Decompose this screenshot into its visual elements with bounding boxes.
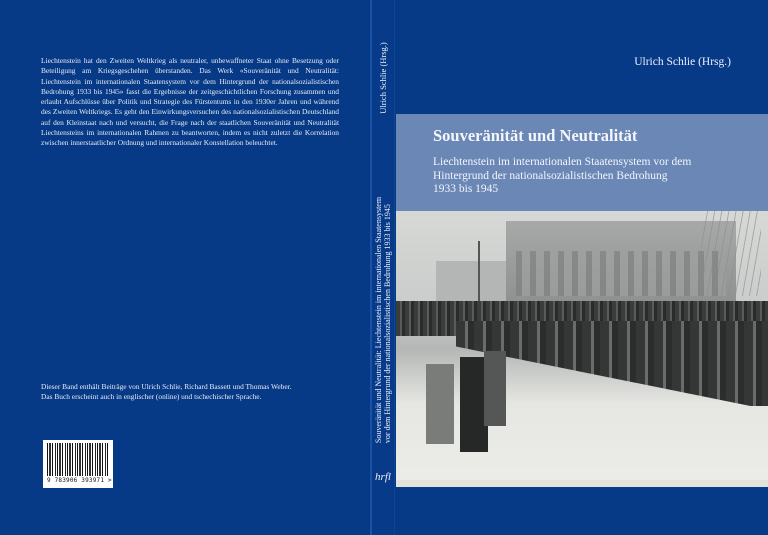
- title-block: [396, 114, 768, 211]
- contributors-text: Dieser Band enthält Beiträge von Ulrich Schlie, Richard Bassett und Thomas Weber.: [41, 382, 292, 391]
- subtitle-line-1: Liechtenstein im internationalen Staatensystem vor dem: [433, 156, 692, 168]
- book-title: Souveränität und Neutralität: [433, 126, 638, 145]
- barcode-bars: [47, 443, 109, 476]
- subtitle-line-2: Hintergrund der nationalsozialistischen Bedrohung: [433, 169, 668, 182]
- spine-title: [374, 197, 392, 443]
- blurb-text: Liechtenstein hat den Zweiten Weltkrieg als neutraler, unbewaffneter Staat ohne Besetzung oder Beteiligung am Kriegsgeschehen überstanden. Das Werk «Souveränität und Neutralität: Liechtenstein im internationalen Staatensystem vor dem Hintergrund der nationalsozialistischen Bedrohung 1933 bis 1945» fasst die Ergebnisse der zeitgeschichtlichen Forschung zusammen und erlaubt Aufschlüsse über Politik und Strategie des Fürstentums in den 1930er Jahren und während des Zweiten Weltkriegs. Es geht den Einwirkungsversuchen des nationalsozialistischen Deutschland auf den Kleinstaat nach und versucht, die Frage nach der staatlichen Souveränität und Neutralität Liechtensteins im internationalen Rahmen zu beantworten, indem es nicht zuletzt die Korrelation zwischen innerstaatlicher Ordnung und internationaler Konstellation beleuchtet.: [41, 56, 339, 148]
- photo-figure-soldier: [484, 351, 506, 426]
- front-author: Ulrich Schlie (Hrsg.): [634, 56, 731, 68]
- book-subtitle: [433, 156, 768, 197]
- languages-note: Das Buch erscheint auch in englischer (online) und tschechischer Sprache.: [41, 392, 262, 402]
- isbn-barcode: [43, 440, 113, 488]
- photo-frame-edge: [396, 480, 768, 487]
- spine-author: Ulrich Schlie (Hrsg.): [378, 42, 388, 114]
- subtitle-line-3: 1933 bis 1945: [433, 183, 499, 195]
- publisher-logo: hrfl: [375, 471, 391, 483]
- cover-photo: [396, 211, 768, 487]
- photo-tree: [701, 211, 761, 296]
- contributors-note: [41, 382, 339, 403]
- spine-title-line-1: Souveränität und Neutralität: Liechtenstein im internationalen Staatensystem: [374, 196, 383, 444]
- barcode-digits: 9 783906 393971 >: [47, 477, 112, 484]
- back-cover: [0, 0, 371, 535]
- photo-building-windows: [516, 251, 726, 296]
- spine-title-line-2: vor dem Hintergrund der nationalsozialistischen Bedrohung 1933 bis 1945: [383, 204, 392, 444]
- photo-figure-officer: [426, 364, 454, 444]
